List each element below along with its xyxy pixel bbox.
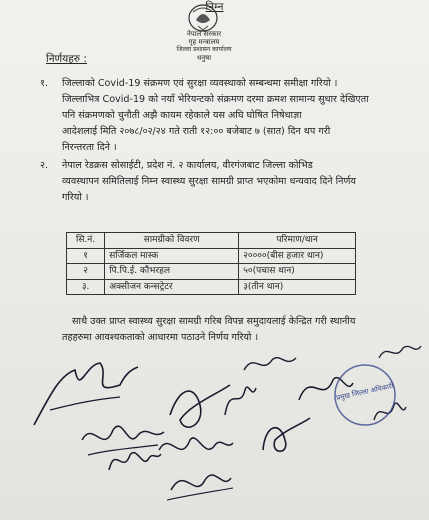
seal-line-3: जिल्ला प्रशासन कार्यालय bbox=[176, 46, 232, 53]
row-3-quantity: ३(तीन थान) bbox=[239, 279, 356, 295]
row-1-description: सर्जिकल मास्क bbox=[105, 248, 239, 264]
seal-line-2: गृह मन्त्रालय bbox=[188, 38, 220, 46]
decision-2-line-3: गरियो । bbox=[62, 192, 89, 203]
signature-9 bbox=[255, 410, 315, 464]
decision-1-line-1: जिल्लाको Covid-19 संक्रमण एवं सुरक्षा व्यवस्थाको सम्बन्धमा समीक्षा गरियो । bbox=[62, 78, 338, 89]
closing-line-1: साथै उक्त प्राप्त स्वास्थ्य सुरक्षा सामग्री गरिब विपन्न समुदायलाई केन्द्रित गरी स्थानीय bbox=[72, 316, 356, 327]
signature-8 bbox=[240, 350, 300, 384]
closing-line-2: तहहरुमा आवश्यकताको आधारमा पठाउने निर्णय गरियो । bbox=[62, 332, 259, 343]
signature-6 bbox=[165, 460, 235, 509]
decision-2-number: २. bbox=[40, 160, 49, 171]
row-2-serial: २ bbox=[67, 264, 105, 280]
seal-line-1: नेपाल सरकार bbox=[186, 30, 222, 38]
materials-table bbox=[66, 232, 356, 295]
row-1-serial: १ bbox=[67, 248, 105, 264]
row-3-serial: ३. bbox=[67, 279, 105, 295]
decision-1-line-5: निरन्तरता दिने । bbox=[62, 142, 117, 153]
stamp-text: प्रमुख जिल्ला अधिकारी bbox=[335, 382, 395, 402]
decision-1-line-3: पनि संक्रमणको चुनौती अझै कायम रहेकाले यस अघि घोषित निषेधाज्ञा bbox=[62, 110, 302, 121]
table-title: निम्न bbox=[205, 1, 224, 13]
official-stamp bbox=[330, 360, 400, 430]
row-3-description: अक्सीजन कन्सट्रेटर bbox=[105, 279, 239, 295]
decisions-heading: निर्णयहरु : bbox=[46, 53, 87, 65]
header-description: सामग्रीको विवरण bbox=[105, 233, 239, 249]
seal-line-4: धनुषा bbox=[196, 54, 212, 62]
decision-2-line-1: नेपाल रेडक्रस सोसाईटी, प्रदेश नं. २ कार्यालय, वीरगंजबाट जिल्ला कोभिड bbox=[62, 160, 313, 171]
table-header-row bbox=[67, 233, 356, 249]
table-row bbox=[67, 248, 356, 264]
row-2-quantity: ५०(पचास थान) bbox=[239, 264, 356, 280]
decision-1-number: १. bbox=[40, 78, 49, 89]
government-seal bbox=[160, 2, 246, 64]
decision-1-line-2: जिल्लाभित्र Covid-19 को नयाँ भेरियन्टको संक्रमण दरमा क्रमश सामान्य सुधार देखिएता bbox=[62, 94, 369, 105]
decision-1-line-4: आदेशलाई मिति २०७८/०२/२४ गते राती १२:०० बजेबाट ७ (सात) दिन थप गरी bbox=[62, 126, 331, 137]
table-row bbox=[67, 264, 356, 280]
row-1-quantity: २००००(बीस हजार थान) bbox=[239, 248, 356, 264]
row-2-description: पि.पि.ई. कौभरहल bbox=[105, 264, 239, 280]
table-row bbox=[67, 279, 356, 295]
decision-2-line-2: व्यवस्थापन समितिलाई निम्न स्वास्थ्य सुरक्षा सामग्री प्राप्त भएकोमा धन्यवाद दिने निर्णय bbox=[62, 176, 356, 187]
signature-7 bbox=[220, 380, 260, 424]
header-quantity: परिमाण/थान bbox=[239, 233, 356, 249]
header-serial: सि.नं. bbox=[67, 233, 105, 249]
